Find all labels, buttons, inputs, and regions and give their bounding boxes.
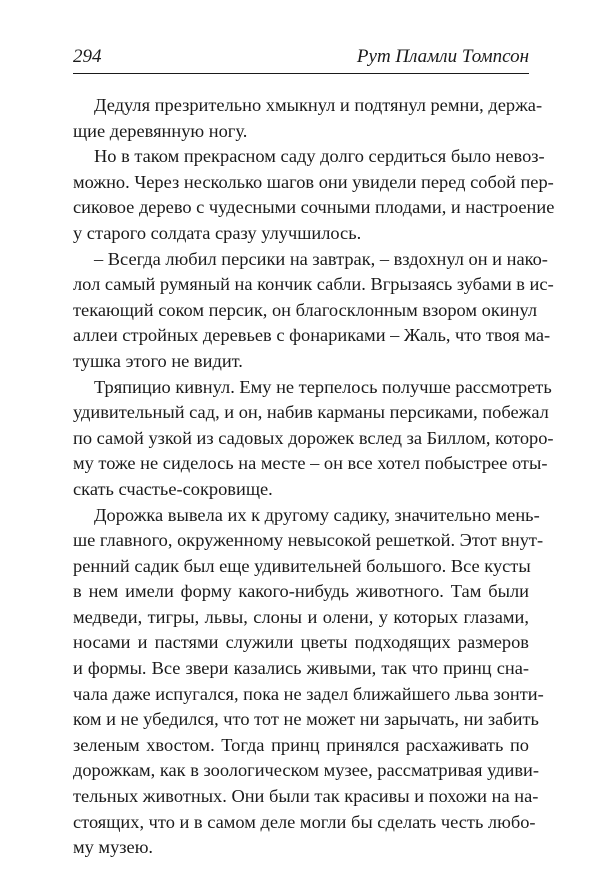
text-line: ше главного, окруженному невысокой решеткой. Этот внут- (73, 530, 544, 551)
paragraph (73, 503, 544, 861)
text-line: тельных животных. Они были так красивы и похожи на на- (73, 786, 539, 807)
paragraph (73, 93, 543, 144)
paragraph (73, 375, 554, 503)
text-line: удивительный сад, и он, набив карманы персиками, побежал (73, 402, 549, 423)
text-line: у старого солдата сразу улучшилось. (73, 222, 362, 243)
text-line: и формы. Все звери казались живыми, так что принц сна- (73, 658, 529, 679)
text-line: аллеи стройных деревьев с фонариками – Жаль, что твоя ма- (73, 325, 551, 346)
text-line: – Всегда любил персики на завтрак, – вздохнул он и нако- (94, 248, 548, 269)
text-line: в нем имели форму какого-нибудь животного. Там были (73, 581, 529, 602)
text-line: можно. Через несколько шагов они увидели перед собой пер- (73, 171, 554, 192)
paragraph (73, 247, 554, 375)
body-text (73, 93, 555, 861)
text-line: Дорожка вывела их к другому садику, значительно мень- (94, 504, 540, 525)
text-line: Но в таком прекрасном саду долго сердиться было невоз- (94, 146, 545, 167)
text-line: Тряпицио кивнул. Ему не терпелось получше рассмотреть (94, 376, 552, 397)
text-line: по самой узкой из садовых дорожек вслед за Биллом, которо- (73, 427, 554, 448)
text-line: зеленым хвостом. Тогда принц принялся расхаживать по (73, 734, 529, 755)
text-line: тушка этого не видит. (73, 350, 243, 371)
text-line: скать счастье-сокровище. (73, 478, 273, 499)
page-number: 294 (73, 46, 102, 67)
text-line: медведи, тигры, львы, слоны и олени, у которых глазами, (73, 606, 529, 627)
running-head-author: Рут Пламли Томпсон (356, 46, 529, 67)
text-line: стоящих, что и в самом деле могли бы сделать честь любо- (73, 811, 536, 832)
text-line: Дедуля презрительно хмыкнул и подтянул ремни, держа- (94, 95, 543, 115)
text-line: му тоже не сиделось на месте – он все хотел побыстрее оты- (73, 453, 548, 474)
text-line: лол самый румяный на кончик сабли. Вгрызаясь зубами в ис- (73, 274, 554, 295)
text-line: сиковое дерево с чудесными сочными плодами, и настроение (73, 197, 555, 218)
text-line: ком и не убедился, что тот не может ни зарычать, ни забить (73, 709, 539, 730)
header-rule (73, 73, 529, 74)
text-line: текающий соком персик, он благосклонным взором окинул (73, 299, 538, 320)
text-line: чала даже испугался, пока не задел ближайшего льва зонти- (73, 683, 544, 704)
text-line: ренний садик был еще удивительней большого. Все кусты (73, 555, 531, 576)
text-line: щие деревянную ногу. (73, 120, 248, 141)
text-line: дорожкам, как в зоологическом музее, рассматривая удиви- (73, 760, 539, 781)
paragraph (73, 144, 555, 246)
text-line: носами и пастями служили цветы подходящих размеров (73, 632, 529, 653)
page-header (73, 46, 529, 72)
text-line: му музею. (73, 837, 154, 858)
